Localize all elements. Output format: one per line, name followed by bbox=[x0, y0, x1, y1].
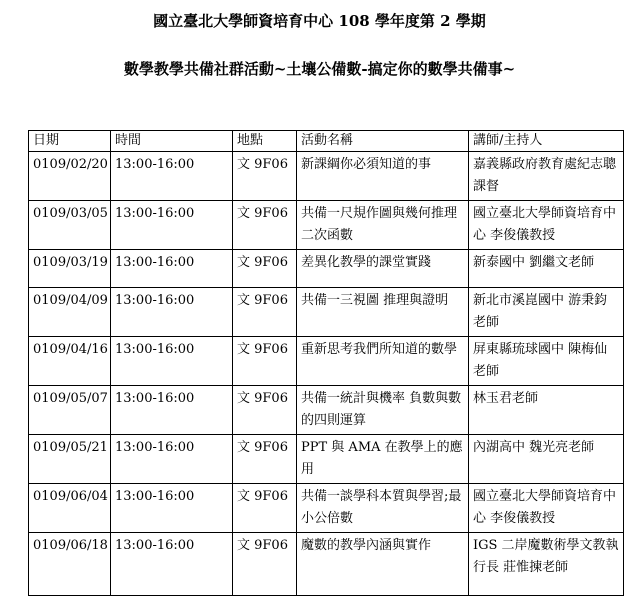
document-subtitle: 數學教學共備社群活動~土壤公備數-搞定你的數學共備事~ bbox=[123, 60, 516, 78]
cell-date: 0109/04/16 bbox=[29, 337, 111, 386]
cell-location: 文 9F06 bbox=[233, 386, 297, 435]
cell-time: 13:00-16:00 bbox=[111, 337, 233, 386]
cell-time: 13:00-16:00 bbox=[111, 250, 233, 288]
cell-location: 文 9F06 bbox=[233, 288, 297, 337]
cell-activity: PPT 與 AMA 在教學上的應用 bbox=[297, 435, 469, 484]
cell-date: 0109/05/07 bbox=[29, 386, 111, 435]
cell-activity: 新課綱你必須知道的事 bbox=[297, 152, 469, 201]
cell-activity: 重新思考我們所知道的數學 bbox=[297, 337, 469, 386]
cell-time: 13:00-16:00 bbox=[111, 201, 233, 250]
header-time: 時間 bbox=[111, 131, 233, 152]
schedule-table bbox=[28, 130, 624, 596]
cell-location: 文 9F06 bbox=[233, 484, 297, 533]
cell-time: 13:00-16:00 bbox=[111, 288, 233, 337]
cell-host: 屏東縣琉球國中 陳梅仙老師 bbox=[469, 337, 624, 386]
cell-host: 國立臺北大學師資培育中心 李俊儀教授 bbox=[469, 201, 624, 250]
cell-date: 0109/04/09 bbox=[29, 288, 111, 337]
cell-date: 0109/03/19 bbox=[29, 250, 111, 288]
cell-activity: 共備一三視圖 推理與證明 bbox=[297, 288, 469, 337]
table-row bbox=[29, 288, 624, 337]
cell-location: 文 9F06 bbox=[233, 337, 297, 386]
cell-time: 13:00-16:00 bbox=[111, 152, 233, 201]
cell-host: IGS 二岸魔數術學文教執行長 莊惟揀老師 bbox=[469, 533, 624, 596]
cell-location: 文 9F06 bbox=[233, 201, 297, 250]
cell-host: 新泰國中 劉繼文老師 bbox=[469, 250, 624, 288]
cell-host: 新北市溪崑國中 游秉鈞老師 bbox=[469, 288, 624, 337]
cell-location: 文 9F06 bbox=[233, 533, 297, 596]
cell-activity: 魔數的教學內涵與實作 bbox=[297, 533, 469, 596]
cell-host: 嘉義縣政府教育處紀志聰課督 bbox=[469, 152, 624, 201]
header-host: 講師/主持人 bbox=[469, 131, 624, 152]
table-row bbox=[29, 386, 624, 435]
cell-time: 13:00-16:00 bbox=[111, 386, 233, 435]
table-row bbox=[29, 484, 624, 533]
header-date: 日期 bbox=[29, 131, 111, 152]
header-activity: 活動名稱 bbox=[297, 131, 469, 152]
cell-time: 13:00-16:00 bbox=[111, 435, 233, 484]
cell-host: 國立臺北大學師資培育中心 李俊儀教授 bbox=[469, 484, 624, 533]
cell-time: 13:00-16:00 bbox=[111, 533, 233, 596]
table-row bbox=[29, 152, 624, 201]
cell-date: 0109/03/05 bbox=[29, 201, 111, 250]
cell-date: 0109/02/20 bbox=[29, 152, 111, 201]
cell-date: 0109/06/04 bbox=[29, 484, 111, 533]
table-row bbox=[29, 337, 624, 386]
cell-host: 內湖高中 魏光亮老師 bbox=[469, 435, 624, 484]
cell-activity: 共備一尺規作圖與幾何推理 二次函數 bbox=[297, 201, 469, 250]
cell-location: 文 9F06 bbox=[233, 152, 297, 201]
header-location: 地點 bbox=[233, 131, 297, 152]
table-row bbox=[29, 533, 624, 596]
cell-location: 文 9F06 bbox=[233, 435, 297, 484]
cell-activity: 共備一統計與機率 負數與數的四則運算 bbox=[297, 386, 469, 435]
table-row bbox=[29, 250, 624, 288]
table-row bbox=[29, 435, 624, 484]
cell-location: 文 9F06 bbox=[233, 250, 297, 288]
cell-activity: 共備一談學科本質與學習;最小公倍數 bbox=[297, 484, 469, 533]
document-title: 國立臺北大學師資培育中心 108 學年度第 2 學期 bbox=[153, 12, 486, 30]
cell-date: 0109/05/21 bbox=[29, 435, 111, 484]
cell-activity: 差異化教學的課堂實踐 bbox=[297, 250, 469, 288]
cell-time: 13:00-16:00 bbox=[111, 484, 233, 533]
table-row bbox=[29, 201, 624, 250]
cell-date: 0109/06/18 bbox=[29, 533, 111, 596]
cell-host: 林玉君老師 bbox=[469, 386, 624, 435]
table-header-row bbox=[29, 131, 624, 152]
